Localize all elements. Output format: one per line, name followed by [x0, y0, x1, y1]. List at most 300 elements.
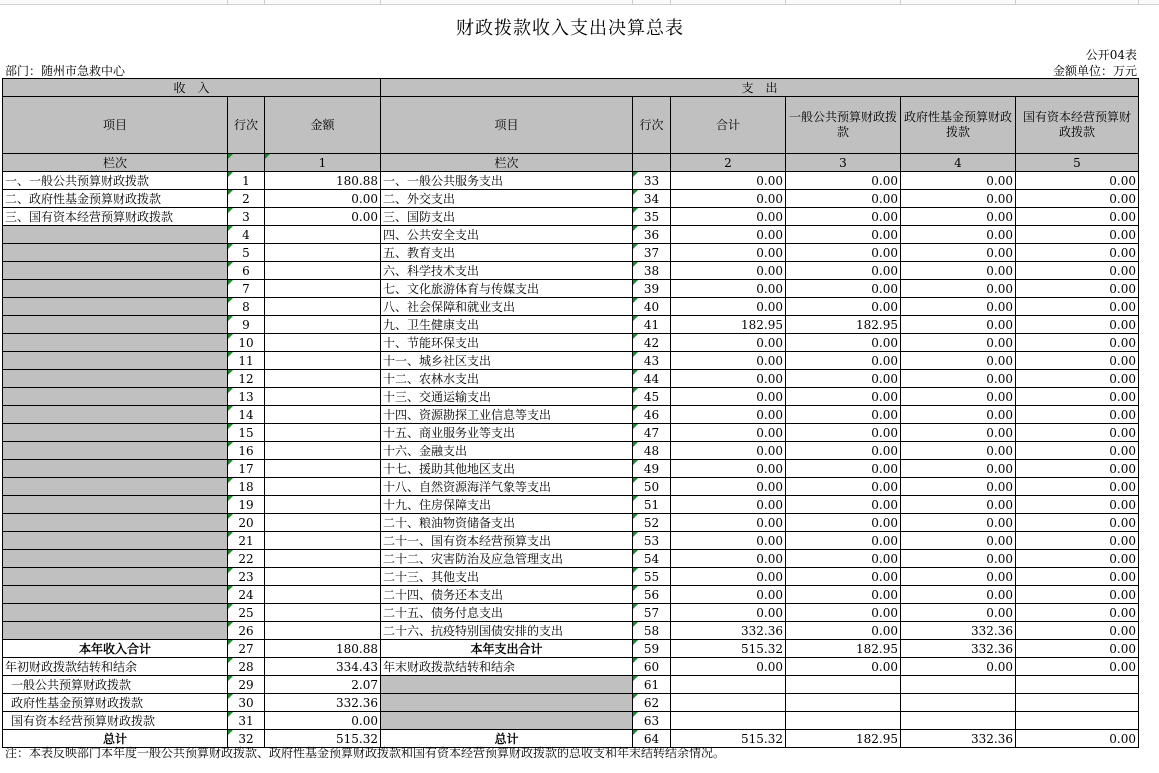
fund-budget-cell[interactable]: 0.00 [901, 604, 1016, 622]
total-cell[interactable]: 0.00 [671, 658, 786, 676]
income-rowno-cell[interactable]: 32 [228, 730, 265, 748]
expense-item-cell[interactable]: 六、科学技术支出 [381, 262, 633, 280]
fund-budget-cell[interactable] [901, 676, 1016, 694]
fund-budget-cell[interactable]: 0.00 [901, 208, 1016, 226]
income-amount-cell[interactable] [265, 406, 381, 424]
income-amount-cell[interactable] [265, 604, 381, 622]
fund-budget-cell[interactable]: 332.36 [901, 622, 1016, 640]
total-cell[interactable]: 0.00 [671, 226, 786, 244]
fund-budget-cell[interactable]: 0.00 [901, 514, 1016, 532]
income-item-cell[interactable] [3, 478, 228, 496]
expense-item-cell[interactable]: 十八、自然资源海洋气象等支出 [381, 478, 633, 496]
general-budget-cell[interactable] [786, 712, 901, 730]
total-cell[interactable]: 0.00 [671, 352, 786, 370]
total-cell[interactable]: 0.00 [671, 280, 786, 298]
expense-rowno-cell[interactable]: 44 [633, 370, 671, 388]
expense-rowno-cell[interactable]: 52 [633, 514, 671, 532]
income-amount-cell[interactable]: 180.88 [265, 640, 381, 658]
expense-item-cell[interactable]: 十四、资源勘探工业信息等支出 [381, 406, 633, 424]
expense-rowno-cell[interactable]: 34 [633, 190, 671, 208]
state-capital-cell[interactable]: 0.00 [1016, 514, 1139, 532]
income-rowno-cell[interactable]: 22 [228, 550, 265, 568]
col-label[interactable]: 栏次 [381, 154, 633, 172]
income-rowno-cell[interactable]: 23 [228, 568, 265, 586]
expense-item-cell[interactable]: 二十、粮油物资储备支出 [381, 514, 633, 532]
expense-item-cell[interactable]: 二十二、灾害防治及应急管理支出 [381, 550, 633, 568]
state-capital-cell[interactable]: 0.00 [1016, 208, 1139, 226]
total-cell[interactable]: 0.00 [671, 442, 786, 460]
fund-budget-cell[interactable]: 0.00 [901, 568, 1016, 586]
state-capital-cell[interactable]: 0.00 [1016, 370, 1139, 388]
income-item-cell[interactable]: 一、一般公共预算财政拨款 [3, 172, 228, 190]
state-capital-cell[interactable]: 0.00 [1016, 334, 1139, 352]
fund-budget-cell[interactable]: 0.00 [901, 658, 1016, 676]
expense-rowno-cell[interactable]: 35 [633, 208, 671, 226]
income-amount-cell[interactable] [265, 586, 381, 604]
state-capital-cell[interactable]: 0.00 [1016, 460, 1139, 478]
income-item-cell[interactable] [3, 316, 228, 334]
general-budget-cell[interactable]: 0.00 [786, 622, 901, 640]
income-rowno-cell[interactable]: 30 [228, 694, 265, 712]
income-amount-cell[interactable] [265, 262, 381, 280]
expense-rowno-cell[interactable]: 53 [633, 532, 671, 550]
total-cell[interactable]: 0.00 [671, 406, 786, 424]
fund-budget-cell[interactable]: 0.00 [901, 550, 1016, 568]
fund-budget-header[interactable]: 政府性基金预算财政拨款 [901, 97, 1016, 154]
general-budget-cell[interactable]: 0.00 [786, 298, 901, 316]
income-rowno-cell[interactable]: 12 [228, 370, 265, 388]
income-item-cell[interactable] [3, 262, 228, 280]
expense-rowno-cell[interactable]: 46 [633, 406, 671, 424]
state-capital-cell[interactable]: 0.00 [1016, 496, 1139, 514]
income-amount-cell[interactable]: 0.00 [265, 712, 381, 730]
income-amount-cell[interactable]: 0.00 [265, 190, 381, 208]
expense-item-cell[interactable]: 二十六、抗疫特别国债安排的支出 [381, 622, 633, 640]
income-amount-cell[interactable] [265, 622, 381, 640]
expense-rowno-cell[interactable]: 64 [633, 730, 671, 748]
general-budget-cell[interactable]: 0.00 [786, 478, 901, 496]
income-amount-cell[interactable] [265, 568, 381, 586]
total-cell[interactable]: 0.00 [671, 568, 786, 586]
general-budget-header[interactable]: 一般公共预算财政拨款 [786, 97, 901, 154]
income-item-cell[interactable]: 政府性基金预算财政拨款 [3, 694, 228, 712]
total-cell[interactable]: 0.00 [671, 388, 786, 406]
total-cell[interactable]: 0.00 [671, 478, 786, 496]
total-cell[interactable]: 0.00 [671, 532, 786, 550]
income-item-cell[interactable]: 二、政府性基金预算财政拨款 [3, 190, 228, 208]
state-capital-cell[interactable]: 0.00 [1016, 568, 1139, 586]
income-item-cell[interactable] [3, 280, 228, 298]
general-budget-cell[interactable]: 0.00 [786, 424, 901, 442]
income-amount-cell[interactable]: 332.36 [265, 694, 381, 712]
income-amount-cell[interactable]: 334.43 [265, 658, 381, 676]
state-capital-cell[interactable] [1016, 676, 1139, 694]
income-amount-cell[interactable] [265, 460, 381, 478]
expense-item-cell[interactable]: 三、国防支出 [381, 208, 633, 226]
total-cell[interactable]: 0.00 [671, 586, 786, 604]
expense-item-cell[interactable]: 一、一般公共服务支出 [381, 172, 633, 190]
income-rowno-cell[interactable]: 19 [228, 496, 265, 514]
expense-item-cell[interactable]: 四、公共安全支出 [381, 226, 633, 244]
expense-rowno-cell[interactable]: 61 [633, 676, 671, 694]
state-capital-cell[interactable]: 0.00 [1016, 262, 1139, 280]
expense-item-cell[interactable]: 二十三、其他支出 [381, 568, 633, 586]
income-amount-cell[interactable]: 2.07 [265, 676, 381, 694]
income-rowno-cell[interactable]: 25 [228, 604, 265, 622]
expense-item-cell[interactable]: 十九、住房保障支出 [381, 496, 633, 514]
income-item-cell[interactable] [3, 532, 228, 550]
income-item-cell[interactable] [3, 388, 228, 406]
income-rowno-cell[interactable]: 17 [228, 460, 265, 478]
expense-rowno-cell[interactable]: 50 [633, 478, 671, 496]
total-cell[interactable]: 0.00 [671, 262, 786, 280]
general-budget-cell[interactable]: 0.00 [786, 496, 901, 514]
state-capital-cell[interactable]: 0.00 [1016, 730, 1139, 748]
expense-item-cell[interactable]: 十七、援助其他地区支出 [381, 460, 633, 478]
total-cell[interactable]: 0.00 [671, 298, 786, 316]
general-budget-cell[interactable]: 0.00 [786, 514, 901, 532]
expense-item-cell[interactable] [381, 694, 633, 712]
income-rowno-cell[interactable]: 9 [228, 316, 265, 334]
state-capital-cell[interactable]: 0.00 [1016, 640, 1139, 658]
income-rowno-cell[interactable]: 4 [228, 226, 265, 244]
income-rowno-cell[interactable]: 26 [228, 622, 265, 640]
income-rowno-cell[interactable]: 20 [228, 514, 265, 532]
general-budget-cell[interactable]: 0.00 [786, 388, 901, 406]
income-amount-cell[interactable]: 515.32 [265, 730, 381, 748]
state-capital-cell[interactable]: 0.00 [1016, 586, 1139, 604]
state-capital-cell[interactable]: 0.00 [1016, 604, 1139, 622]
expense-rowno-cell[interactable]: 63 [633, 712, 671, 730]
fund-budget-cell[interactable]: 0.00 [901, 586, 1016, 604]
expense-rowno-cell[interactable]: 45 [633, 388, 671, 406]
expense-rowno-cell[interactable]: 62 [633, 694, 671, 712]
income-amount-cell[interactable] [265, 370, 381, 388]
expense-item-cell[interactable]: 十五、商业服务业等支出 [381, 424, 633, 442]
expense-rowno-cell[interactable]: 47 [633, 424, 671, 442]
expense-item-cell[interactable]: 二十一、国有资本经营预算支出 [381, 532, 633, 550]
income-item-cell[interactable] [3, 586, 228, 604]
fund-budget-cell[interactable]: 0.00 [901, 352, 1016, 370]
general-budget-cell[interactable]: 0.00 [786, 586, 901, 604]
income-rowno-cell[interactable]: 15 [228, 424, 265, 442]
income-rowno-cell[interactable]: 18 [228, 478, 265, 496]
general-budget-cell[interactable] [786, 694, 901, 712]
state-capital-cell[interactable]: 0.00 [1016, 658, 1139, 676]
total-cell[interactable]: 0.00 [671, 334, 786, 352]
income-rowno-cell[interactable]: 27 [228, 640, 265, 658]
general-budget-cell[interactable]: 0.00 [786, 370, 901, 388]
expense-item-cell[interactable]: 十一、城乡社区支出 [381, 352, 633, 370]
fund-budget-cell[interactable]: 0.00 [901, 334, 1016, 352]
fund-budget-cell[interactable] [901, 694, 1016, 712]
total-cell[interactable]: 0.00 [671, 604, 786, 622]
general-budget-cell[interactable]: 0.00 [786, 262, 901, 280]
general-budget-cell[interactable]: 0.00 [786, 568, 901, 586]
general-budget-cell[interactable]: 182.95 [786, 730, 901, 748]
income-amount-cell[interactable] [265, 496, 381, 514]
total-cell[interactable]: 0.00 [671, 190, 786, 208]
income-item-cell[interactable] [3, 226, 228, 244]
state-capital-cell[interactable]: 0.00 [1016, 172, 1139, 190]
income-rowno-cell[interactable]: 31 [228, 712, 265, 730]
expense-rowno-cell[interactable]: 33 [633, 172, 671, 190]
expense-rowno-cell[interactable]: 39 [633, 280, 671, 298]
state-capital-cell[interactable]: 0.00 [1016, 352, 1139, 370]
fund-budget-cell[interactable]: 0.00 [901, 262, 1016, 280]
fund-budget-cell[interactable]: 0.00 [901, 226, 1016, 244]
expense-item-cell[interactable]: 五、教育支出 [381, 244, 633, 262]
fund-budget-cell[interactable]: 0.00 [901, 478, 1016, 496]
total-header[interactable]: 合计 [671, 97, 786, 154]
income-amount-cell[interactable] [265, 226, 381, 244]
general-budget-cell[interactable] [786, 676, 901, 694]
general-budget-cell[interactable]: 0.00 [786, 244, 901, 262]
income-amount-cell[interactable] [265, 478, 381, 496]
state-capital-cell[interactable] [1016, 694, 1139, 712]
state-capital-cell[interactable]: 0.00 [1016, 316, 1139, 334]
col-label[interactable]: 栏次 [3, 154, 228, 172]
fund-budget-cell[interactable]: 332.36 [901, 730, 1016, 748]
state-capital-cell[interactable]: 0.00 [1016, 406, 1139, 424]
income-item-cell[interactable]: 年初财政拨款结转和结余 [3, 658, 228, 676]
expense-rowno-header[interactable]: 行次 [633, 97, 671, 154]
total-cell[interactable]: 515.32 [671, 640, 786, 658]
fund-budget-cell[interactable]: 0.00 [901, 280, 1016, 298]
state-capital-cell[interactable] [1016, 712, 1139, 730]
general-budget-cell[interactable]: 0.00 [786, 658, 901, 676]
fund-budget-cell[interactable]: 0.00 [901, 460, 1016, 478]
total-cell[interactable] [671, 694, 786, 712]
col-number[interactable]: 2 [671, 154, 786, 172]
fund-budget-cell[interactable]: 0.00 [901, 388, 1016, 406]
income-rowno-cell[interactable]: 5 [228, 244, 265, 262]
total-cell[interactable]: 0.00 [671, 424, 786, 442]
expense-item-cell[interactable]: 七、文化旅游体育与传媒支出 [381, 280, 633, 298]
income-rowno-cell[interactable]: 11 [228, 352, 265, 370]
general-budget-cell[interactable]: 0.00 [786, 172, 901, 190]
income-amount-cell[interactable] [265, 514, 381, 532]
col-number[interactable]: 3 [786, 154, 901, 172]
income-rowno-cell[interactable]: 16 [228, 442, 265, 460]
income-item-cell[interactable] [3, 406, 228, 424]
income-item-cell[interactable] [3, 442, 228, 460]
income-item-cell[interactable] [3, 604, 228, 622]
general-budget-cell[interactable]: 0.00 [786, 550, 901, 568]
total-cell[interactable] [671, 712, 786, 730]
income-rowno-cell[interactable]: 6 [228, 262, 265, 280]
state-capital-cell[interactable]: 0.00 [1016, 550, 1139, 568]
total-cell[interactable]: 515.32 [671, 730, 786, 748]
expense-rowno-cell[interactable]: 49 [633, 460, 671, 478]
state-capital-cell[interactable]: 0.00 [1016, 622, 1139, 640]
fund-budget-cell[interactable] [901, 712, 1016, 730]
expense-item-cell[interactable]: 九、卫生健康支出 [381, 316, 633, 334]
income-amount-cell[interactable] [265, 298, 381, 316]
general-budget-cell[interactable]: 0.00 [786, 190, 901, 208]
general-budget-cell[interactable]: 0.00 [786, 460, 901, 478]
expense-rowno-cell[interactable]: 38 [633, 262, 671, 280]
income-rowno-cell[interactable]: 14 [228, 406, 265, 424]
general-budget-cell[interactable]: 0.00 [786, 208, 901, 226]
expense-header[interactable]: 支 出 [381, 79, 1139, 97]
total-cell[interactable]: 0.00 [671, 172, 786, 190]
income-rowno-cell[interactable]: 3 [228, 208, 265, 226]
income-amount-cell[interactable] [265, 352, 381, 370]
expense-rowno-cell[interactable]: 37 [633, 244, 671, 262]
expense-rowno-cell[interactable]: 60 [633, 658, 671, 676]
income-item-cell[interactable]: 总计 [3, 730, 228, 748]
income-amount-cell[interactable] [265, 280, 381, 298]
income-item-cell[interactable] [3, 298, 228, 316]
state-capital-cell[interactable]: 0.00 [1016, 388, 1139, 406]
income-rowno-cell[interactable]: 8 [228, 298, 265, 316]
income-amount-cell[interactable] [265, 316, 381, 334]
state-capital-cell[interactable]: 0.00 [1016, 280, 1139, 298]
income-item-cell[interactable] [3, 622, 228, 640]
income-header[interactable]: 收 入 [3, 79, 381, 97]
income-amount-cell[interactable] [265, 244, 381, 262]
state-capital-cell[interactable]: 0.00 [1016, 478, 1139, 496]
total-cell[interactable]: 182.95 [671, 316, 786, 334]
expense-item-cell[interactable]: 本年支出合计 [381, 640, 633, 658]
state-capital-cell[interactable]: 0.00 [1016, 442, 1139, 460]
total-cell[interactable]: 0.00 [671, 514, 786, 532]
fund-budget-cell[interactable]: 0.00 [901, 190, 1016, 208]
general-budget-cell[interactable]: 182.95 [786, 316, 901, 334]
total-cell[interactable]: 332.36 [671, 622, 786, 640]
income-rowno-cell[interactable]: 13 [228, 388, 265, 406]
income-amount-cell[interactable] [265, 442, 381, 460]
total-cell[interactable]: 0.00 [671, 208, 786, 226]
expense-rowno-cell[interactable]: 59 [633, 640, 671, 658]
expense-rowno-cell[interactable]: 40 [633, 298, 671, 316]
col-number[interactable]: 5 [1016, 154, 1139, 172]
state-capital-cell[interactable]: 0.00 [1016, 532, 1139, 550]
general-budget-cell[interactable]: 0.00 [786, 280, 901, 298]
expense-rowno-cell[interactable]: 55 [633, 568, 671, 586]
income-item-cell[interactable] [3, 424, 228, 442]
income-item-cell[interactable] [3, 334, 228, 352]
blank-cell[interactable] [228, 154, 265, 172]
fund-budget-cell[interactable]: 0.00 [901, 406, 1016, 424]
blank-cell[interactable] [633, 154, 671, 172]
expense-rowno-cell[interactable]: 54 [633, 550, 671, 568]
income-rowno-cell[interactable]: 29 [228, 676, 265, 694]
income-rowno-cell[interactable]: 10 [228, 334, 265, 352]
total-cell[interactable]: 0.00 [671, 550, 786, 568]
expense-rowno-cell[interactable]: 41 [633, 316, 671, 334]
income-item-cell[interactable] [3, 496, 228, 514]
total-cell[interactable] [671, 676, 786, 694]
income-item-cell[interactable] [3, 370, 228, 388]
income-rowno-cell[interactable]: 21 [228, 532, 265, 550]
income-item-cell[interactable] [3, 550, 228, 568]
expense-item-cell[interactable]: 二十四、债务还本支出 [381, 586, 633, 604]
expense-rowno-cell[interactable]: 43 [633, 352, 671, 370]
income-amount-cell[interactable] [265, 532, 381, 550]
income-rowno-cell[interactable]: 2 [228, 190, 265, 208]
fund-budget-cell[interactable]: 0.00 [901, 172, 1016, 190]
expense-item-header[interactable]: 项目 [381, 97, 633, 154]
general-budget-cell[interactable]: 0.00 [786, 334, 901, 352]
fund-budget-cell[interactable]: 0.00 [901, 496, 1016, 514]
income-item-cell[interactable]: 本年收入合计 [3, 640, 228, 658]
expense-item-cell[interactable]: 八、社会保障和就业支出 [381, 298, 633, 316]
income-item-cell[interactable] [3, 514, 228, 532]
income-item-cell[interactable] [3, 244, 228, 262]
state-capital-cell[interactable]: 0.00 [1016, 298, 1139, 316]
fund-budget-cell[interactable]: 0.00 [901, 298, 1016, 316]
income-amount-cell[interactable] [265, 388, 381, 406]
general-budget-cell[interactable]: 0.00 [786, 352, 901, 370]
expense-rowno-cell[interactable]: 51 [633, 496, 671, 514]
income-item-cell[interactable]: 国有资本经营预算财政拨款 [3, 712, 228, 730]
state-capital-cell[interactable]: 0.00 [1016, 190, 1139, 208]
expense-rowno-cell[interactable]: 57 [633, 604, 671, 622]
income-amount-cell[interactable]: 0.00 [265, 208, 381, 226]
expense-item-cell[interactable] [381, 676, 633, 694]
income-rowno-header[interactable]: 行次 [228, 97, 265, 154]
general-budget-cell[interactable]: 0.00 [786, 226, 901, 244]
income-rowno-cell[interactable]: 1 [228, 172, 265, 190]
income-amount-cell[interactable] [265, 550, 381, 568]
income-item-cell[interactable]: 一般公共预算财政拨款 [3, 676, 228, 694]
expense-rowno-cell[interactable]: 58 [633, 622, 671, 640]
expense-item-cell[interactable]: 十三、交通运输支出 [381, 388, 633, 406]
general-budget-cell[interactable]: 0.00 [786, 532, 901, 550]
fund-budget-cell[interactable]: 0.00 [901, 316, 1016, 334]
fund-budget-cell[interactable]: 0.00 [901, 442, 1016, 460]
expense-item-cell[interactable]: 十六、金融支出 [381, 442, 633, 460]
income-item-cell[interactable] [3, 568, 228, 586]
total-cell[interactable]: 0.00 [671, 370, 786, 388]
expense-rowno-cell[interactable]: 36 [633, 226, 671, 244]
expense-item-cell[interactable]: 十、节能环保支出 [381, 334, 633, 352]
fund-budget-cell[interactable]: 0.00 [901, 424, 1016, 442]
state-capital-header[interactable]: 国有资本经营预算财政拨款 [1016, 97, 1139, 154]
col-number[interactable]: 1 [265, 154, 381, 172]
expense-item-cell[interactable]: 总计 [381, 730, 633, 748]
expense-item-cell[interactable]: 二十五、债务付息支出 [381, 604, 633, 622]
general-budget-cell[interactable]: 0.00 [786, 406, 901, 424]
state-capital-cell[interactable]: 0.00 [1016, 424, 1139, 442]
total-cell[interactable]: 0.00 [671, 460, 786, 478]
income-item-cell[interactable] [3, 352, 228, 370]
income-item-cell[interactable] [3, 460, 228, 478]
expense-item-cell[interactable]: 年末财政拨款结转和结余 [381, 658, 633, 676]
income-amount-cell[interactable] [265, 424, 381, 442]
state-capital-cell[interactable]: 0.00 [1016, 226, 1139, 244]
general-budget-cell[interactable]: 0.00 [786, 604, 901, 622]
expense-item-cell[interactable]: 十二、农林水支出 [381, 370, 633, 388]
income-item-header[interactable]: 项目 [3, 97, 228, 154]
fund-budget-cell[interactable]: 0.00 [901, 244, 1016, 262]
state-capital-cell[interactable]: 0.00 [1016, 244, 1139, 262]
total-cell[interactable]: 0.00 [671, 244, 786, 262]
income-item-cell[interactable]: 三、国有资本经营预算财政拨款 [3, 208, 228, 226]
expense-rowno-cell[interactable]: 48 [633, 442, 671, 460]
expense-item-cell[interactable]: 二、外交支出 [381, 190, 633, 208]
col-number[interactable]: 4 [901, 154, 1016, 172]
income-amount-cell[interactable] [265, 334, 381, 352]
general-budget-cell[interactable]: 182.95 [786, 640, 901, 658]
income-rowno-cell[interactable]: 24 [228, 586, 265, 604]
fund-budget-cell[interactable]: 0.00 [901, 532, 1016, 550]
income-amount-cell[interactable]: 180.88 [265, 172, 381, 190]
expense-rowno-cell[interactable]: 42 [633, 334, 671, 352]
expense-rowno-cell[interactable]: 56 [633, 586, 671, 604]
